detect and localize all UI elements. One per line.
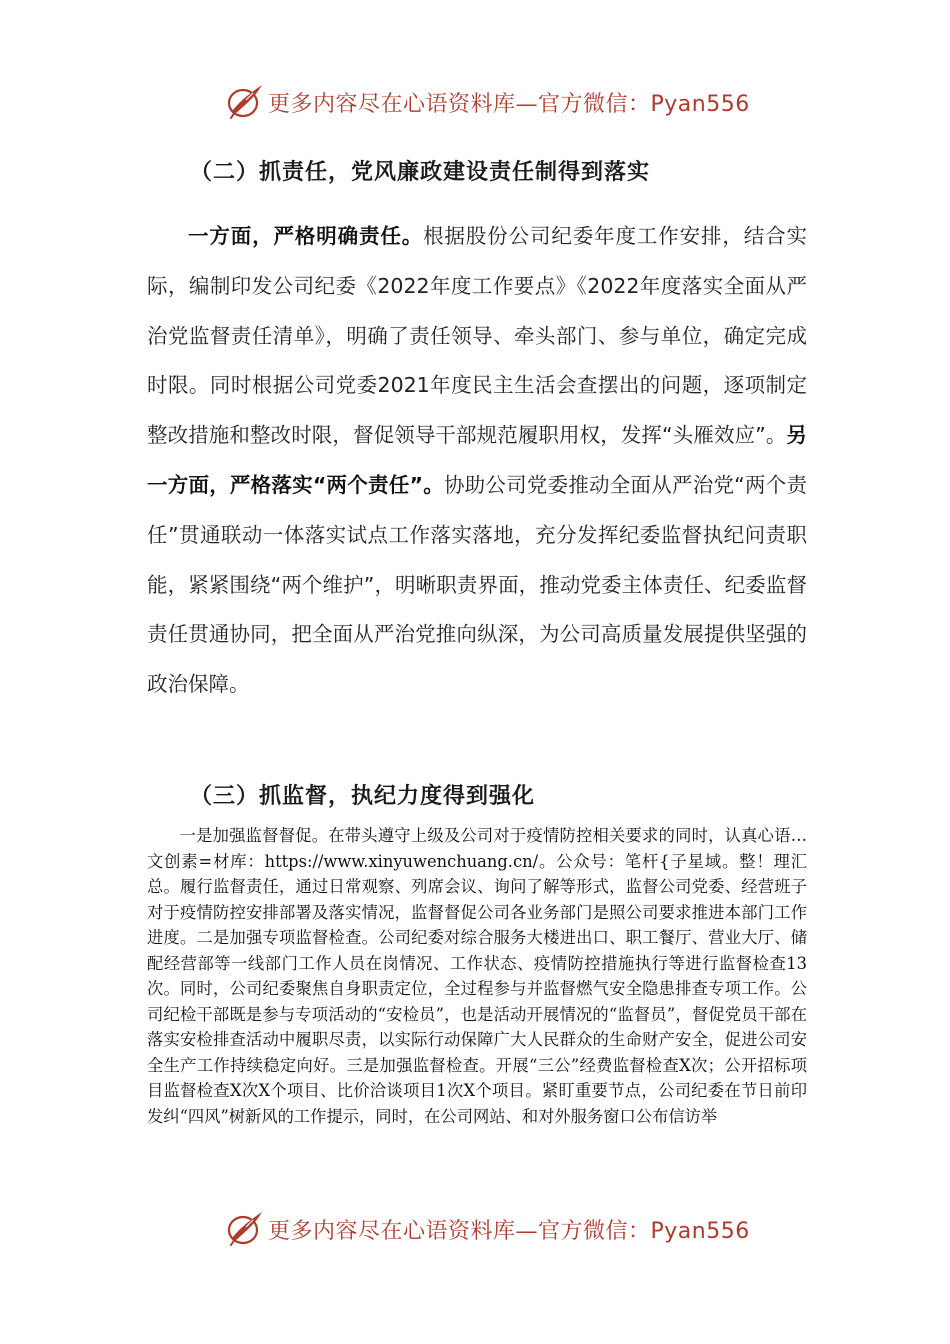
body-text-1: 根据股份公司纪委年度工作安排，结合实际，编制印发公司纪委《2022年度工作要点》《2022年度落实全面从严治党监督责任清单》，明确了责任领导、牵头部门、参与单位，确定完成时限。同时根据公司党委2021年度民主生活会查摆出的问题，逐项制定整改措施和整改时限，督促领导干部规范履职用权，发挥“头雁效应”。 [147, 224, 807, 448]
banner-label: 更多内容尽在心语资料库—官方微信： [268, 1219, 651, 1244]
footer-banner [0, 1205, 950, 1255]
section-2-paragraph [147, 212, 807, 710]
section-heading-3: （三）抓监督，执纪力度得到强化 [190, 784, 536, 809]
wechat-id: Pyan556 [650, 1219, 750, 1244]
quill-logo-icon [226, 1208, 266, 1248]
body-text-2: 协助公司党委推动全面从严治党“两个责任”贯通联动一体落实试点工作落实落地，充分发挥纪委监督执纪问责职能，紧紧围绕“两个维护”，明晰职责界面，推动党委主体责任、纪委监督责任贯通协同，把全面从严治党推向纵深，为公司高质量发展提供坚强的政治保障。 [147, 472, 807, 697]
banner-text [268, 1214, 750, 1245]
banner-text [268, 87, 750, 118]
wechat-id: Pyan556 [650, 92, 750, 117]
header-banner [0, 78, 950, 128]
lead-phrase-1: 一方面，严格明确责任。 [188, 224, 424, 248]
banner-label: 更多内容尽在心语资料库—官方微信： [268, 92, 651, 117]
section-3-paragraph: 一是加强监督督促。在带头遵守上级及公司对于疫情防控相关要求的同时，认真心语…文创素=材库：https://www.xinyuwenchuang.cn/。公众号：笔杆{子星域。整！理汇总。履行监督责任，通过日常观察、列席会议、询问了解等形式，监督公司党委、经营班子对于疫情防控安排部署及落实情况，监督督促公司各业务部门是照公司要求推进本部门工作进度。二是加强专项监督检查。公司纪委对综合服务大楼进出口、职工餐厅、营业大厅、储配经营部等一线部门工作人员在岗情况、工作状态、疫情防控措施执行等进行监督检查13次。同时，公司纪委聚焦自身职责定位，全过程参与并监督燃气安全隐患排查专项工作。公司纪检干部既是参与专项活动的“安检员”，也是活动开展情况的“监督员”，督促党员干部在落实安检排查活动中履职尽责，以实际行动保障广大人民群众的生命财产安全，促进公司安全生产工作持续稳定向好。三是加强监督检查。开展“三公”经费监督检查X次；公开招标项目监督检查X次X个项目、比价洽谈项目1次X个项目。紧盯重要节点，公司纪委在节日前印发纠“四风”树新风的工作提示，同时，在公司网站、和对外服务窗口公布信访举 [147, 826, 807, 1126]
section-heading-2: （二）抓责任，党风廉政建设责任制得到落实 [190, 160, 651, 185]
lead-phrase-2: 另一方面，严格落实“两个责任”。 [147, 423, 807, 497]
quill-logo-icon [226, 81, 266, 121]
